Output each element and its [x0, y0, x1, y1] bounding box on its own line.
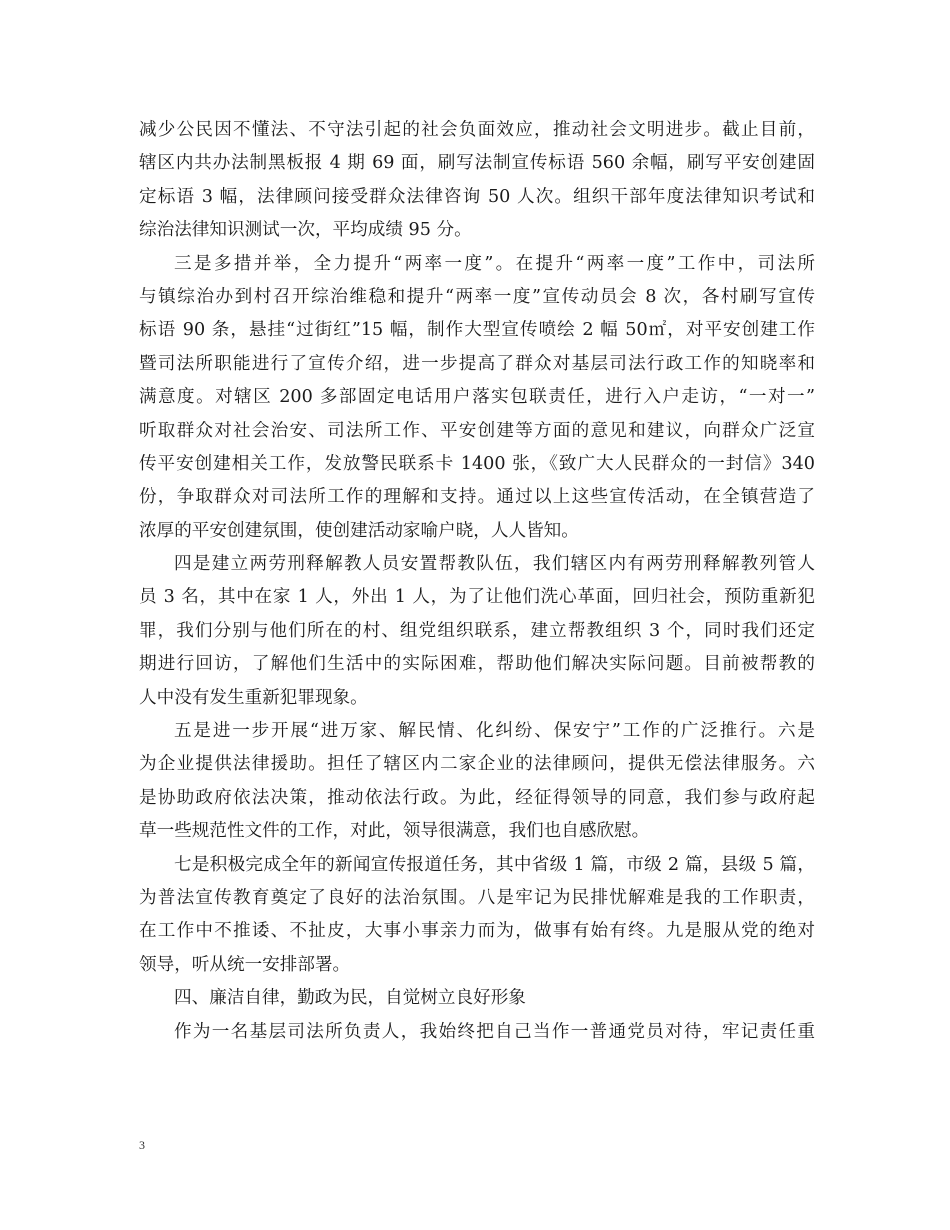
text-line: 人中没有发生重新犯罪现象。 — [139, 687, 368, 708]
text-line: 传平安创建相关工作，发放警民联系卡 1400 张，《致广大人民群众的一封信》340 — [139, 453, 815, 474]
text-line: 标语 90 条，悬挂“过街红”15 幅，制作大型宣传喷绘 2 幅 50㎡，对平安创建工作 — [139, 320, 815, 341]
text-line: 在工作中不推诿、不扯皮，大事小事亲力而为，做事有始有终。九是服从党的绝对 — [139, 921, 815, 942]
text-line: 综治法律知识测试一次，平均成绩 95 分。 — [139, 220, 472, 241]
text-line: 与镇综治办到村召开综治维稳和提升“两率一度”宣传动员会 8 次，各村刷写宣传 — [139, 286, 815, 307]
text-line: 三是多措并举，全力提升“两率一度”。在提升“两率一度”工作中，司法所 — [174, 253, 815, 274]
text-line: 作为一名基层司法所负责人，我始终把自己当作一普通党员对待，牢记责任重 — [174, 1021, 815, 1042]
text-line: 草一些规范性文件的工作，对此，领导很满意，我们也自感欣慰。 — [139, 821, 650, 842]
text-line: 暨司法所职能进行了宣传介绍，进一步提高了群众对基层司法行政工作的知晓率和 — [139, 353, 815, 374]
text-line: 领导，听从统一安排部署。 — [139, 954, 351, 975]
text-line: 七是积极完成全年的新闻宣传报道任务，其中省级 1 篇，市级 2 篇，县级 5 篇， — [174, 854, 815, 875]
text-line: 四是建立两劳刑释解教人员安置帮教队伍，我们辖区内有两劳刑释解教列管人 — [174, 554, 815, 575]
text-line: 四、廉洁自律，勤政为民，自觉树立良好形象 — [174, 988, 526, 1009]
text-line: 为普法宣传教育奠定了良好的法治氛围。八是牢记为民排忧解难是我的工作职责， — [139, 887, 815, 908]
text-line: 浓厚的平安创建氛围，使创建活动家喻户晓，人人皆知。 — [139, 520, 579, 541]
text-line: 满意度。对辖区 200 多部固定电话用户落实包联责任，进行入户走访，“一对一” — [139, 387, 815, 408]
page-number: 3 — [139, 1138, 145, 1152]
text-line: 为企业提供法律援助。担任了辖区内二家企业的法律顾问，提供无偿法律服务。六 — [139, 754, 815, 775]
text-line: 辖区内共办法制黑板报 4 期 69 面，刷写法制宣传标语 560 余幅，刷写平安创建固 — [139, 153, 815, 174]
text-line: 罪，我们分别与他们所在的村、组党组织联系，建立帮教组织 3 个，同时我们还定 — [139, 620, 815, 641]
text-line: 定标语 3 幅，法律顾问接受群众法律咨询 50 人次。组织干部年度法律知识考试和 — [139, 186, 815, 207]
text-line: 份，争取群众对司法所工作的理解和支持。通过以上这些宣传活动，在全镇营造了 — [139, 487, 815, 508]
text-line: 员 3 名，其中在家 1 人，外出 1 人，为了让他们洗心革面，回归社会，预防重新犯 — [139, 587, 815, 608]
document-body — [139, 114, 815, 1049]
text-line: 减少公民因不懂法、不守法引起的社会负面效应，推动社会文明进步。截止目前， — [139, 120, 815, 140]
text-line: 期进行回访，了解他们生活中的实际困难，帮助他们解决实际问题。目前被帮教的 — [139, 654, 815, 675]
text-line: 是协助政府依法决策，推动依法行政。为此，经征得领导的同意，我们参与政府起 — [139, 787, 815, 808]
text-line: 听取群众对社会治安、司法所工作、平安创建等方面的意见和建议，向群众广泛宣 — [139, 420, 815, 441]
text-line: 五是进一步开展“进万家、解民情、化纠纷、保安宁”工作的广泛推行。六是 — [174, 721, 815, 742]
